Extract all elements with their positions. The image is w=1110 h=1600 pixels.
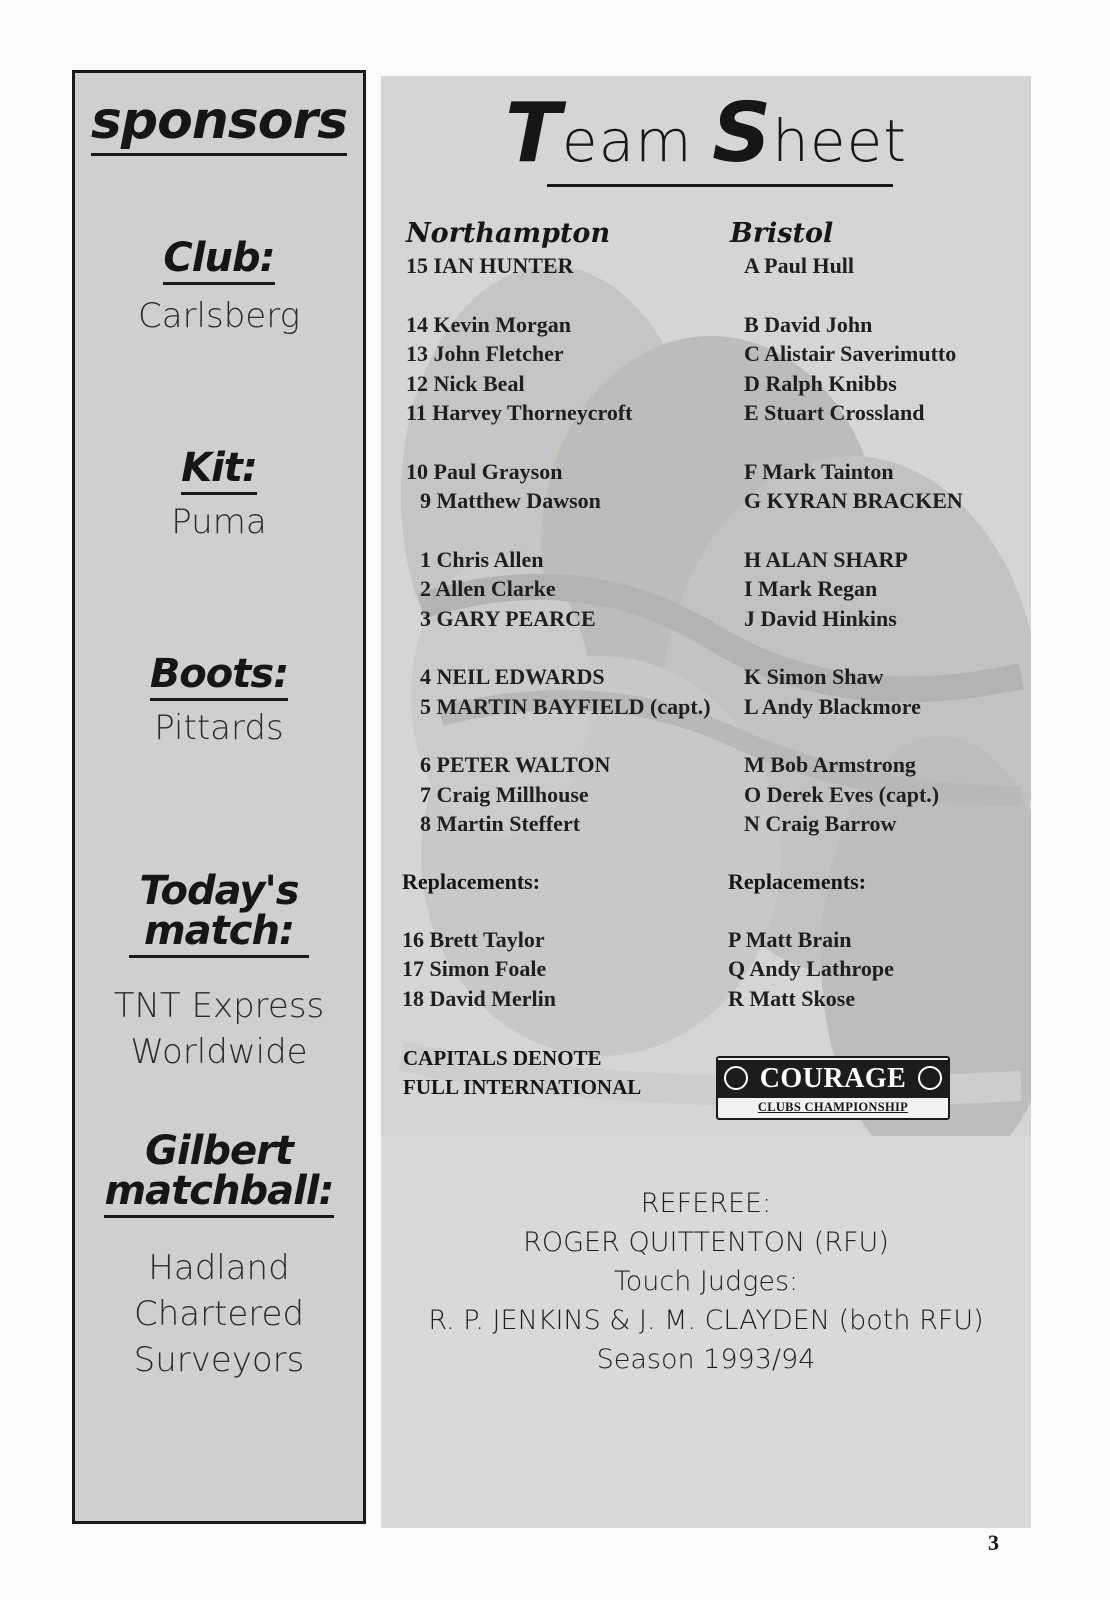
sponsor-value-boots: Pittards	[154, 708, 284, 748]
player: 4 NEIL EDWARDS	[420, 664, 605, 689]
player: F Mark Tainton	[744, 458, 894, 484]
sponsors-heading: sponsors	[75, 91, 363, 156]
player: K Simon Shaw	[744, 664, 884, 689]
referee-name: ROGER QUITTENTON (RFU)	[523, 1227, 889, 1258]
player: 13 John Fletcher	[406, 341, 564, 366]
player: 8 Martin Steffert	[420, 811, 581, 836]
sponsor-value-match: TNT Express Worldwide	[113, 986, 325, 1072]
season: Season 1993/94	[596, 1344, 816, 1375]
player: J David Hinkins	[744, 605, 897, 631]
player: B David John	[744, 311, 873, 337]
touch-judges-names: R. P. JENKINS & J. M. CLAYDEN (both RFU)	[428, 1305, 984, 1336]
replacement-player: 18 David Merlin	[402, 985, 556, 1011]
courage-championship-logo	[716, 1056, 950, 1120]
page-number: 3	[988, 1530, 999, 1555]
sponsor-category-matchball: Gilbert matchball:	[75, 1131, 363, 1219]
sponsor-category-boots: Boots:	[75, 651, 363, 701]
replacement-player: P Matt Brain	[728, 926, 852, 952]
courage-logo-text: COURAGE	[759, 1063, 907, 1094]
player: I Mark Regan	[744, 576, 878, 601]
home-team-column	[402, 218, 711, 1013]
sponsor-category-match: Today's match:	[75, 871, 363, 959]
replacement-player: Q Andy Lathrope	[728, 956, 894, 981]
player: G KYRAN BRACKEN	[744, 488, 963, 513]
touch-judges-label: Touch Judges:	[613, 1266, 799, 1297]
sponsors-sidebar	[72, 70, 366, 1524]
sponsor-category-kit: Kit:	[75, 445, 363, 495]
match-officials	[381, 1184, 1031, 1379]
player: 5 MARTIN BAYFIELD (capt.)	[420, 693, 711, 719]
home-team-name: Northampton	[406, 218, 611, 249]
player: E Stuart Crossland	[744, 400, 925, 425]
replacement-player: R Matt Skose	[728, 985, 856, 1011]
player: A Paul Hull	[744, 253, 855, 278]
sponsor-category-club: Club:	[75, 235, 363, 285]
player: 10 Paul Grayson	[406, 458, 563, 484]
player: 7 Craig Millhouse	[420, 781, 589, 807]
player: L Andy Blackmore	[744, 693, 921, 719]
player: 14 Kevin Morgan	[406, 311, 571, 337]
player: O Derek Eves (capt.)	[744, 781, 940, 807]
rfu-badge-icon	[918, 1066, 942, 1090]
player: M Bob Armstrong	[744, 752, 916, 777]
player: 11 Harvey Thorneycroft	[406, 400, 633, 425]
replacement-player: 17 Simon Foale	[402, 956, 547, 981]
capitals-note: CAPITALS DENOTE FULL INTERNATIONAL	[403, 1046, 642, 1099]
player: N Craig Barrow	[744, 811, 897, 836]
away-team-name: Bristol	[730, 218, 834, 249]
referee-label: REFEREE:	[640, 1188, 772, 1219]
player: 1 Chris Allen	[420, 546, 544, 572]
sponsor-value-club: Carlsberg	[138, 296, 300, 336]
cockerel-badge-icon	[724, 1066, 748, 1090]
player: D Ralph Knibbs	[744, 370, 897, 396]
title-underline	[547, 184, 893, 187]
clubs-championship-text: CLUBS CHAMPIONSHIP	[757, 1100, 909, 1114]
away-replacements-label: Replacements:	[728, 868, 867, 894]
sponsor-value-kit: Puma	[171, 502, 267, 542]
replacement-player: 16 Brett Taylor	[402, 926, 545, 952]
player: 12 Nick Beal	[406, 370, 525, 396]
player: C Alistair Saverimutto	[744, 341, 957, 366]
home-replacements-label: Replacements:	[402, 868, 541, 894]
player: 3 GARY PEARCE	[420, 605, 596, 631]
sponsor-value-matchball: Hadland Chartered Surveyors	[133, 1248, 305, 1380]
team-sheet-panel	[381, 76, 1031, 1528]
player: 2 Allen Clarke	[420, 576, 556, 601]
player: H ALAN SHARP	[744, 546, 908, 572]
team-sheet-title: Team Sheet	[504, 86, 908, 181]
player: 15 IAN HUNTER	[406, 253, 574, 278]
away-team-column	[730, 218, 963, 1013]
player: 9 Matthew Dawson	[420, 488, 601, 513]
player: 6 PETER WALTON	[420, 752, 611, 777]
